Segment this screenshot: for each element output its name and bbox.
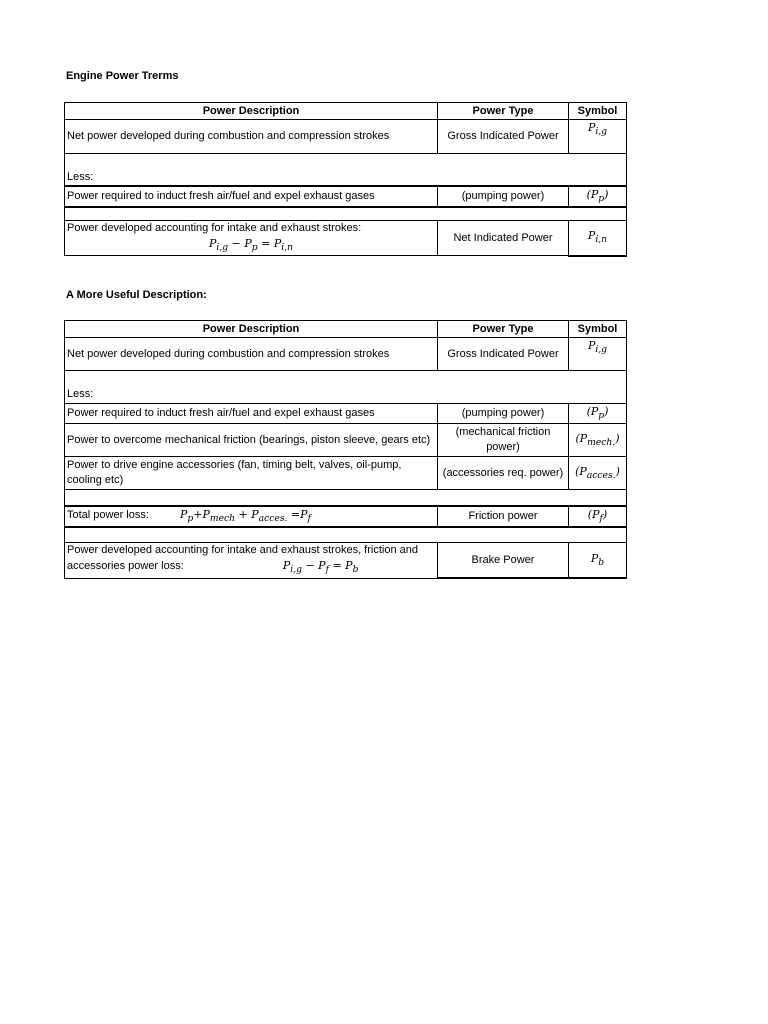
gross-symbol: $P_{i,g}$: [587, 339, 608, 356]
header-power-description: Power Description: [65, 321, 438, 338]
acces-desc: Power to drive engine accessories (fan, timing belt, valves, oil-pump, cooling etc): [65, 457, 438, 490]
useful-description-table: [64, 320, 627, 579]
brake-type: Brake Power: [438, 543, 569, 578]
net-desc: Power developed accounting for intake and exhaust strokes:: [67, 222, 362, 235]
brake-desc: Power developed accounting for intake and exhaust strokes, friction and accessories power loss:: [67, 544, 418, 573]
table-row: [65, 457, 627, 490]
header-power-description: Power Description: [65, 103, 438, 120]
table-row: [65, 221, 627, 256]
header-symbol: Symbol: [569, 321, 627, 338]
table-row: [65, 170, 627, 186]
table-row: [65, 506, 627, 527]
table-row: [65, 338, 627, 371]
mech-symbol: $(P_{mech.})$: [575, 431, 620, 448]
header-symbol: Symbol: [569, 103, 627, 120]
brake-symbol: $P_b$: [590, 551, 605, 568]
section1-heading: Engine Power Trerms: [66, 70, 179, 82]
gross-type: Gross Indicated Power: [438, 120, 569, 154]
less-label: Less:: [65, 170, 627, 186]
pumping-desc: Power required to induct fresh air/fuel and expel exhaust gases: [65, 404, 438, 424]
table-row: [65, 186, 627, 207]
table-row: [65, 543, 627, 578]
net-symbol: $P_{i,n}$: [587, 229, 608, 246]
total-type: Friction power: [438, 506, 569, 527]
table-row: [65, 424, 627, 457]
gross-desc: Net power developed during combustion and compression strokes: [65, 338, 438, 371]
pumping-type: (pumping power): [438, 404, 569, 424]
pumping-desc: Power required to induct fresh air/fuel and expel exhaust gases: [65, 186, 438, 207]
power-terms-table: [64, 102, 627, 257]
net-type: Net Indicated Power: [438, 221, 569, 256]
total-symbol: $(P_f)$: [587, 507, 608, 524]
table-header-row: [65, 103, 627, 120]
mech-type: (mechanical friction power): [438, 424, 569, 457]
brake-equation: $P_{i,g} - P_f = P_b$: [282, 559, 359, 576]
table-row: [65, 120, 627, 154]
acces-type: (accessories req. power): [438, 457, 569, 490]
table-header-row: [65, 321, 627, 338]
pumping-type: (pumping power): [438, 186, 569, 207]
mech-desc: Power to overcome mechanical friction (bearings, piston sleeve, gears etc): [65, 424, 438, 457]
gross-symbol: $P_{i,g}$: [587, 121, 608, 138]
header-power-type: Power Type: [438, 103, 569, 120]
table-row: [65, 387, 627, 404]
gross-desc: Net power developed during combustion and compression strokes: [65, 120, 438, 154]
header-power-type: Power Type: [438, 321, 569, 338]
net-equation: $P_{i,g} - P_p = P_{i,n}$: [209, 237, 293, 254]
pumping-symbol: $(P_p)$: [586, 405, 609, 422]
total-equation: $P_p+P_{mech} + P_{acces.} =P_f$: [180, 507, 311, 524]
pumping-symbol: $(P_p)$: [586, 187, 609, 204]
acces-symbol: $(P_{acces.})$: [575, 464, 620, 481]
less-label: Less:: [65, 387, 627, 404]
total-desc: Total power loss:: [67, 508, 149, 521]
gross-type: Gross Indicated Power: [438, 338, 569, 371]
table-row: [65, 404, 627, 424]
section2-heading: A More Useful Description:: [66, 289, 207, 301]
